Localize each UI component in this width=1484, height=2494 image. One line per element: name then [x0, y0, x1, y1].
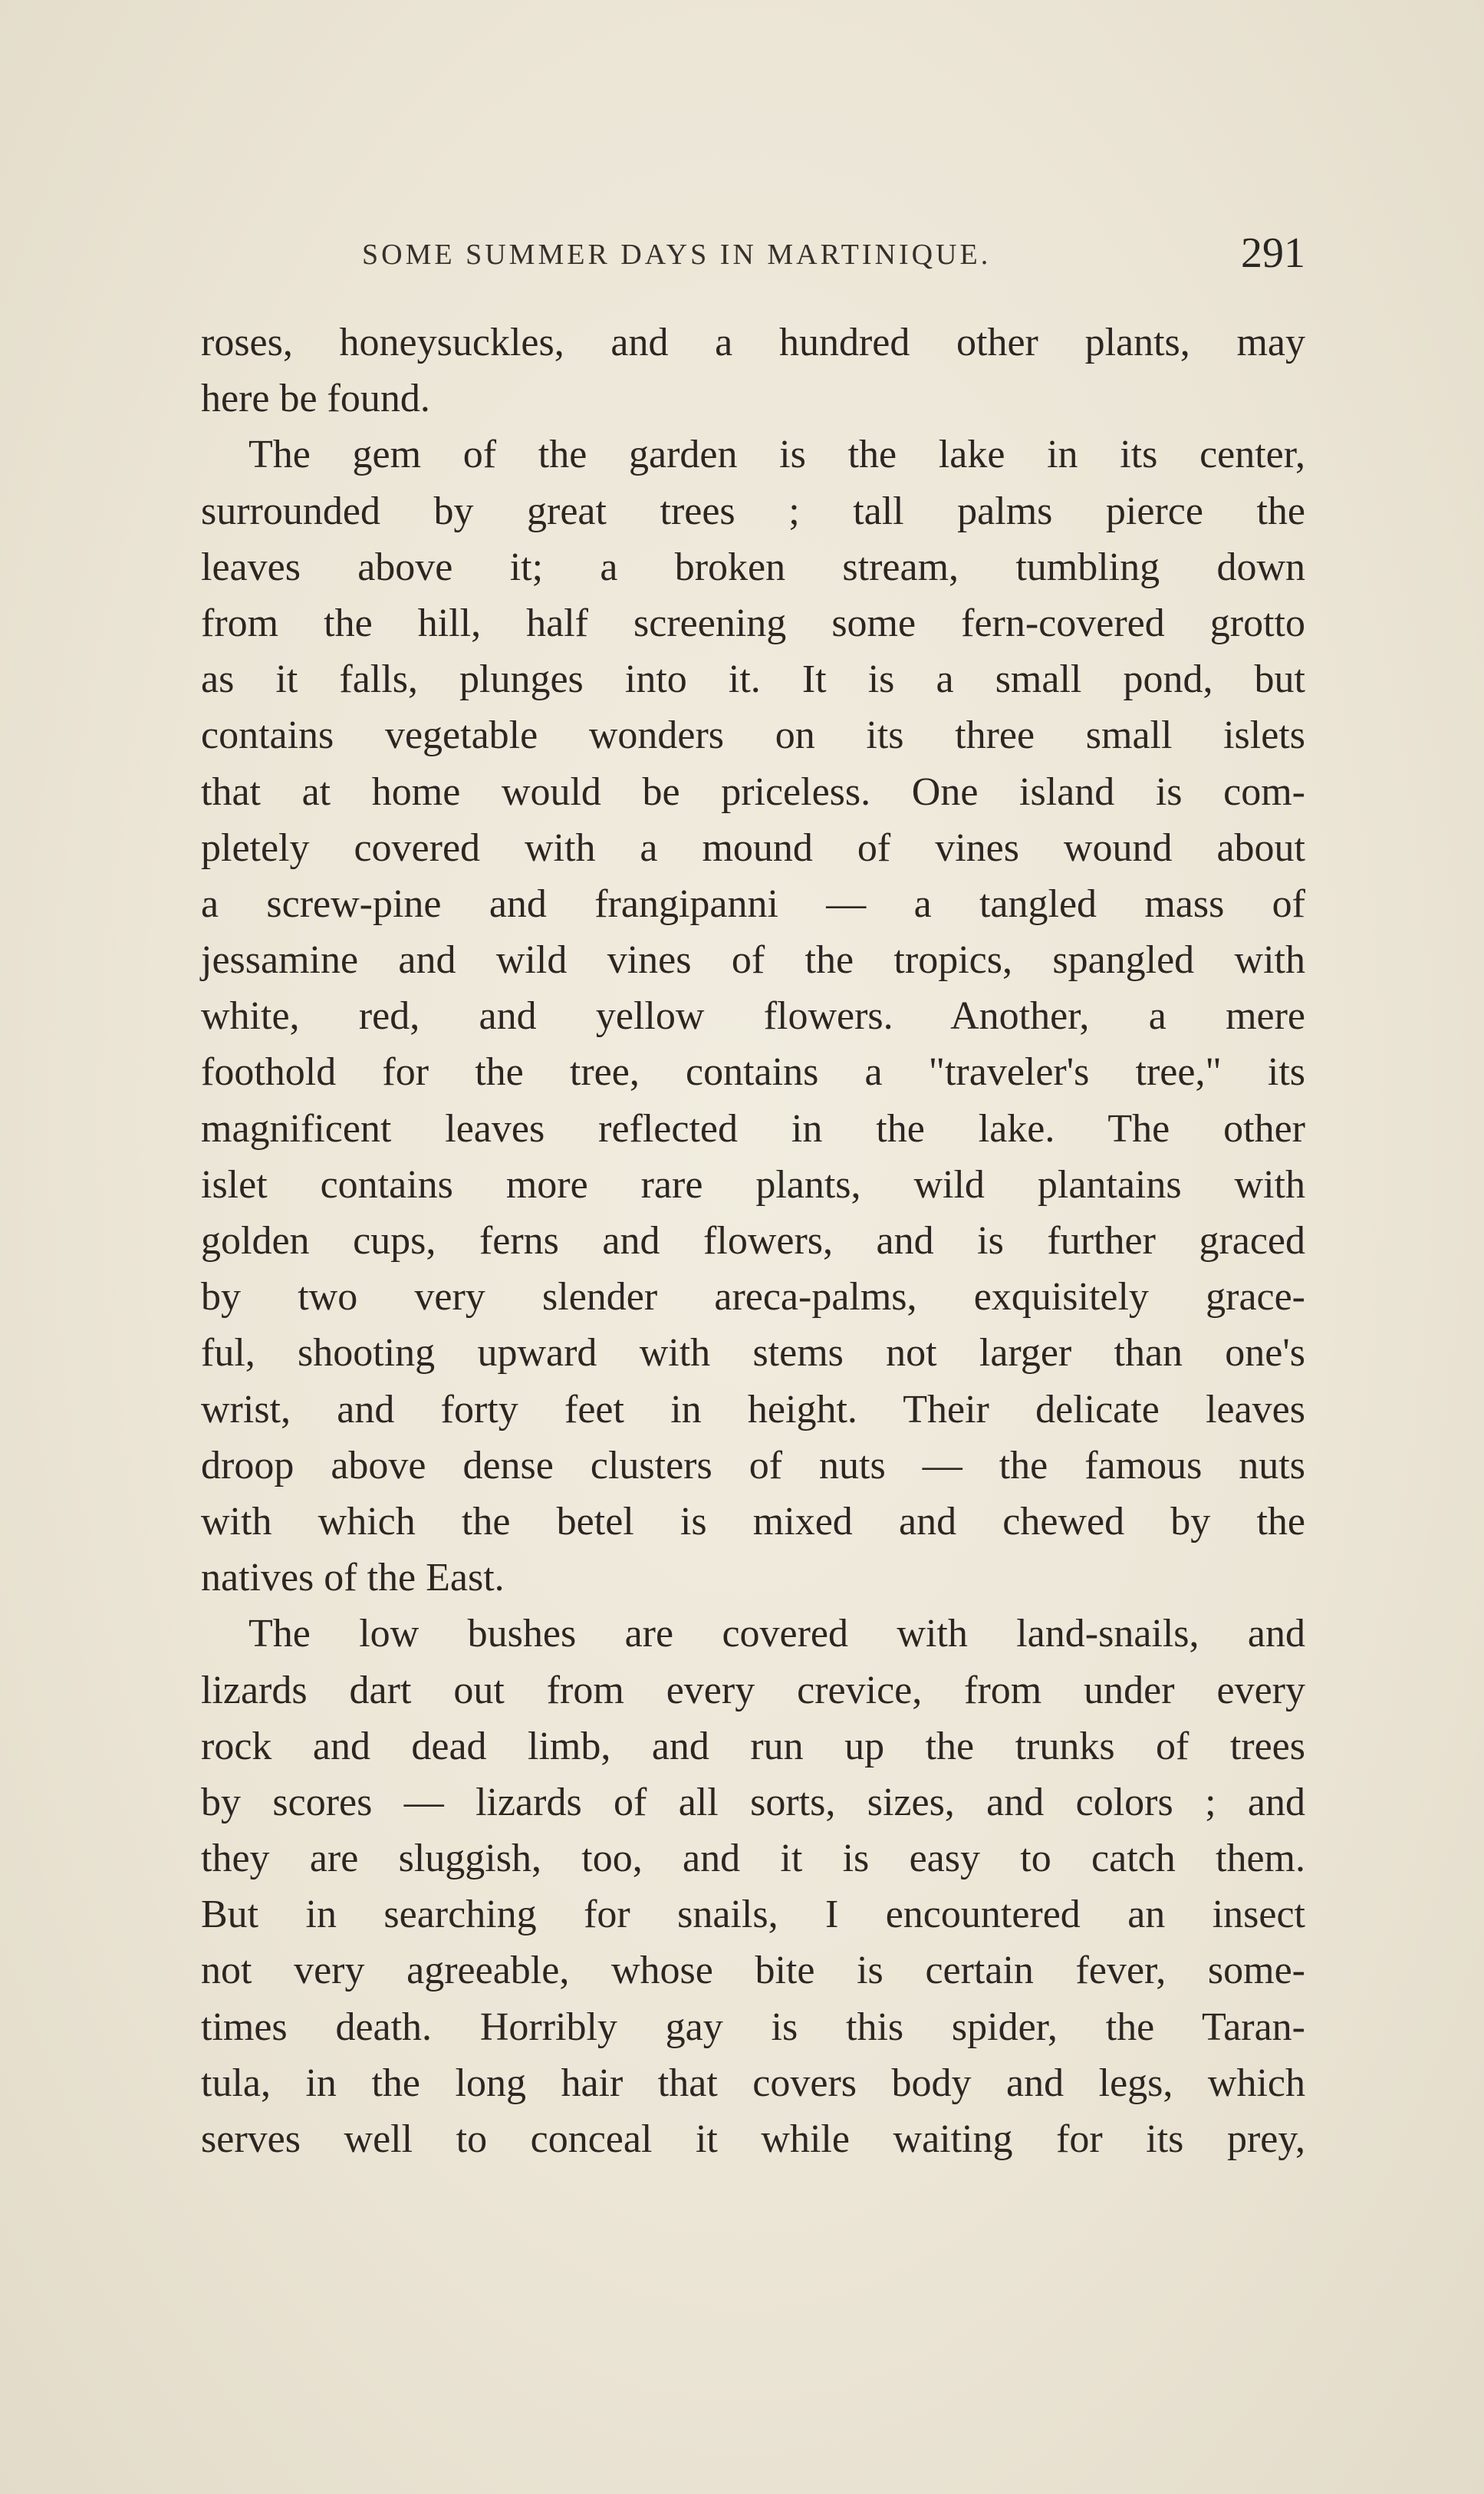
text-line: But in searching for snails, I encountered an insect: [201, 1893, 1305, 1937]
page-number: 291: [1241, 229, 1305, 277]
text-line: islet contains more rare plants, wild plantains with: [201, 1162, 1305, 1207]
text-line: as it falls, plunges into it. It is a small pond, but: [201, 657, 1305, 702]
text-line: jessamine and wild vines of the tropics, spangled with: [201, 938, 1305, 983]
running-head: [201, 229, 1305, 278]
running-title: SOME SUMMER DAYS IN MARTINIQUE.: [362, 239, 992, 271]
text-line: The low bushes are covered with land-snails, and: [248, 1612, 1305, 1656]
text-line: that at home would be priceless. One island is com-: [201, 769, 1305, 814]
text-line: golden cups, ferns and flowers, and is further graced: [201, 1219, 1305, 1263]
text-line: ful, shooting upward with stems not larger than one's: [201, 1331, 1305, 1375]
text-line: roses, honeysuckles, and a hundred other plants, may: [201, 321, 1305, 364]
text-line: serves well to conceal it while waiting for its prey,: [201, 2117, 1305, 2161]
text-line: droop above dense clusters of nuts — the famous nuts: [201, 1443, 1305, 1488]
text-line: rock and dead limb, and run up the trunks of trees: [201, 1724, 1305, 1768]
text-line: contains vegetable wonders on its three small islets: [201, 713, 1305, 758]
text-line: wrist, and forty feet in height. Their delicate leaves: [201, 1387, 1305, 1431]
text-line: leaves above it; a broken stream, tumbling down: [201, 545, 1305, 589]
text-line: from the hill, half screening some fern-covered grotto: [201, 601, 1305, 645]
text-line: by two very slender areca-palms, exquisitely grace-: [201, 1275, 1305, 1319]
text-line: a screw-pine and frangipanni — a tangled mass of: [201, 881, 1305, 926]
text-line: pletely covered with a mound of vines wound about: [201, 825, 1305, 870]
text-line: tula, in the long hair that covers body and legs, which: [201, 2061, 1305, 2105]
text-line: magnificent leaves reflected in the lake. The other: [201, 1106, 1305, 1151]
text-line: The gem of the garden is the lake in its center,: [248, 433, 1305, 477]
text-line: surrounded by great trees ; tall palms pierce the: [201, 489, 1305, 533]
text-line: not very agreeable, whose bite is certain fever, some-: [201, 1949, 1305, 1993]
text-line: natives of the East.: [201, 1556, 505, 1600]
text-line: with which the betel is mixed and chewed by the: [201, 1499, 1305, 1544]
text-line: they are sluggish, too, and it is easy to catch them.: [201, 1837, 1305, 1881]
text-line: foothold for the tree, contains a "traveler's tree," its: [201, 1050, 1305, 1095]
body-text: [201, 315, 1305, 2167]
text-line: times death. Horribly gay is this spider, the Taran-: [201, 2005, 1305, 2049]
text-line: by scores — lizards of all sorts, sizes, and colors ; and: [201, 1780, 1305, 1824]
text-line: white, red, and yellow flowers. Another, a mere: [201, 994, 1305, 1039]
text-line: here be found.: [201, 377, 430, 421]
text-line: lizards dart out from every crevice, from under every: [201, 1668, 1305, 1712]
